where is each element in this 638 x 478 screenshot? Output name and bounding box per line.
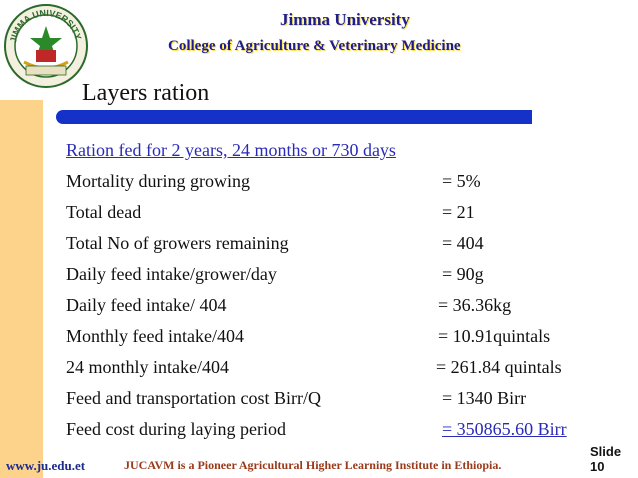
list-item (66, 326, 626, 357)
row-value: = 36.36kg (438, 295, 512, 315)
list-item (66, 233, 626, 264)
list-item (66, 357, 626, 388)
row-label: Feed and transportation cost Birr/Q (66, 388, 321, 408)
university-logo (2, 2, 90, 88)
row-label: Monthly feed intake/404 (66, 326, 244, 346)
row-value: = 261.84 quintals (436, 357, 562, 377)
slide-title: Layers ration (82, 80, 210, 106)
row-value: = 1340 Birr (442, 388, 527, 408)
list-item (66, 388, 626, 419)
row-label: Daily feed intake/grower/day (66, 264, 277, 284)
row-label: Feed cost during laying period (66, 419, 286, 439)
slide-number-label: Slide (590, 444, 622, 459)
row-value: = 10.91quintals (438, 326, 551, 346)
row-value: = 21 (442, 202, 475, 222)
left-accent-bar (0, 100, 43, 478)
list-item (66, 171, 626, 202)
row-label: 24 monthly intake/404 (66, 357, 229, 377)
row-label: Mortality during growing (66, 171, 250, 191)
row-label: Total No of growers remaining (66, 233, 289, 253)
row-label: Total dead (66, 202, 142, 222)
list-item (66, 264, 626, 295)
ration-list (66, 140, 626, 450)
list-item (66, 140, 626, 171)
feed-cost-link[interactable]: = 350865.60 Birr (442, 419, 567, 439)
list-item (66, 419, 626, 450)
footer-tagline: JUCAVM is a Pioneer Agricultural Higher Learning Institute in Ethiopia. (124, 458, 502, 472)
college-name: College of Agriculture & Veterinary Medicine (168, 38, 461, 54)
row-value: = 5% (442, 171, 481, 191)
svg-text:JIMMA UNIVERSITY: JIMMA UNIVERSITY (8, 7, 84, 44)
title-rule (54, 108, 532, 126)
row-value: = 90g (442, 264, 484, 284)
ration-heading-link[interactable]: Ration fed for 2 years, 24 months or 730 days (66, 140, 396, 160)
row-value: = 404 (442, 233, 484, 253)
slide-number: 10 (590, 459, 605, 474)
list-item (66, 295, 626, 326)
footer-url-link[interactable]: www.ju.edu.et (6, 458, 86, 473)
university-name: Jimma University (280, 10, 410, 29)
list-item (66, 202, 626, 233)
row-label: Daily feed intake/ 404 (66, 295, 227, 315)
